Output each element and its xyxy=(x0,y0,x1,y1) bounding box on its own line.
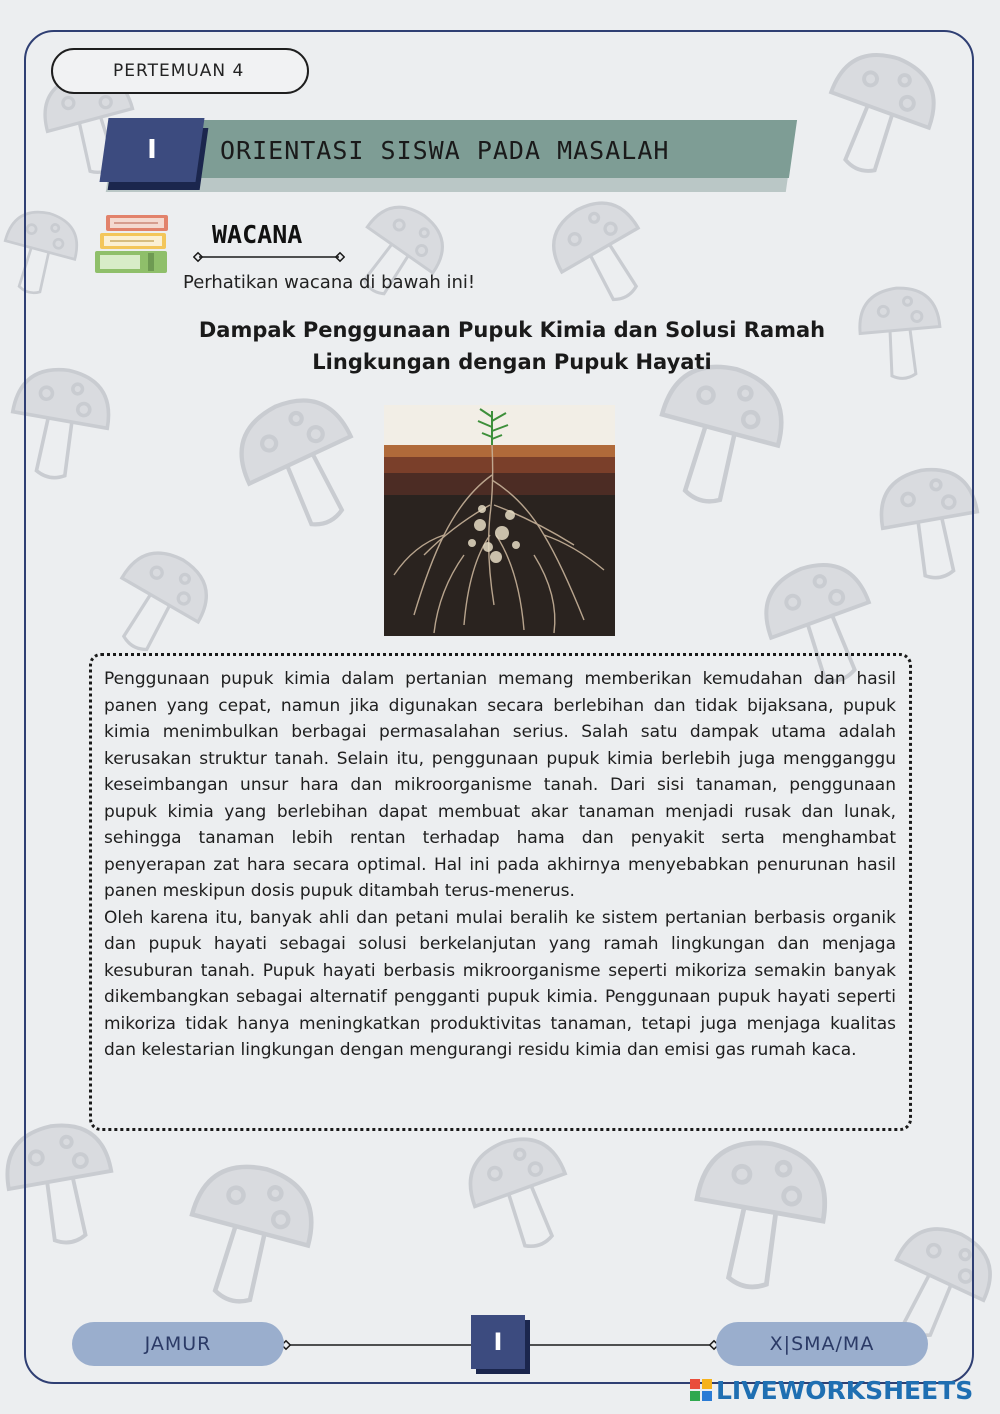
liveworksheets-watermark xyxy=(690,1373,973,1407)
footer-subject: JAMUR xyxy=(72,1322,284,1366)
reading-instruction: Perhatikan wacana di bawah ini! xyxy=(183,272,476,293)
books-icon xyxy=(92,212,182,282)
article-title-line-1: Dampak Penggunaan Pupuk Kimia dan Solusi Ramah xyxy=(198,318,826,342)
liveworksheets-text: LIVEWORKSHEETS xyxy=(716,1375,974,1405)
liveworksheets-logo-icon xyxy=(690,1379,712,1401)
reading-heading: WACANA xyxy=(212,220,303,249)
reading-paragraph-1: Penggunaan pupuk kimia dalam pertanian memang memberikan kemudahan dan hasil panen yang cepat, namun jika digunakan secara berlebihan dan tidak bijaksana, pupuk kimia menimbulkan berbagai permasalahan serius. Salah satu dampak utama adalah kerusakan struktur tanah. Selain itu, penggunaan pupuk kimia berlebih juga mengganggu keseimbangan unsur hara dan mikroorganisme tanah. Dari sisi tanaman, penggunaan pupuk kimia yang berlebihan dapat membuat akar tanaman menjadi rusak dan lunak, sehingga tanaman lebih rentan terhadap hama dan penyakit serta menghambat penyerapan zat hara secara optimal. Hal ini pada akhirnya menyebabkan penurunan hasil panen meskipun dosis pupuk ditambah terus-menerus. xyxy=(104,669,896,901)
article-title-line-2: Lingkungan dengan Pupuk Hayati xyxy=(312,350,712,374)
mycorrhiza-roots-image xyxy=(384,405,615,636)
section-number: I xyxy=(147,135,157,165)
reading-textbox xyxy=(89,653,912,1131)
reading-paragraph-2: Oleh karena itu, banyak ahli dan petani mulai beralih ke sistem pertanian berbasis organik dan pupuk hayati sebagai solusi berkelanjutan yang ramah lingkungan dan menjaga kesuburan tanah. Pupuk hayati berbasis mikroorganisme seperti mikoriza semakin banyak dikembangkan sebagai alternatif pengganti pupuk kimia. Penggunaan pupuk hayati seperti mikoriza tidak hanya meningkatkan produktivitas tanaman, tetapi juga menjaga kualitas dan kelestarian lingkungan dengan mengurangi residu kimia dan emisi gas rumah kaca. xyxy=(104,907,896,1060)
article-title xyxy=(180,314,844,378)
section-title: ORIENTASI SISWA PADA MASALAH xyxy=(220,136,670,165)
heading-underline xyxy=(193,251,345,263)
footer-grade: X|SMA/MA xyxy=(716,1322,928,1366)
meeting-label: PERTEMUAN 4 xyxy=(51,48,309,94)
footer-page-number: I xyxy=(471,1315,525,1369)
